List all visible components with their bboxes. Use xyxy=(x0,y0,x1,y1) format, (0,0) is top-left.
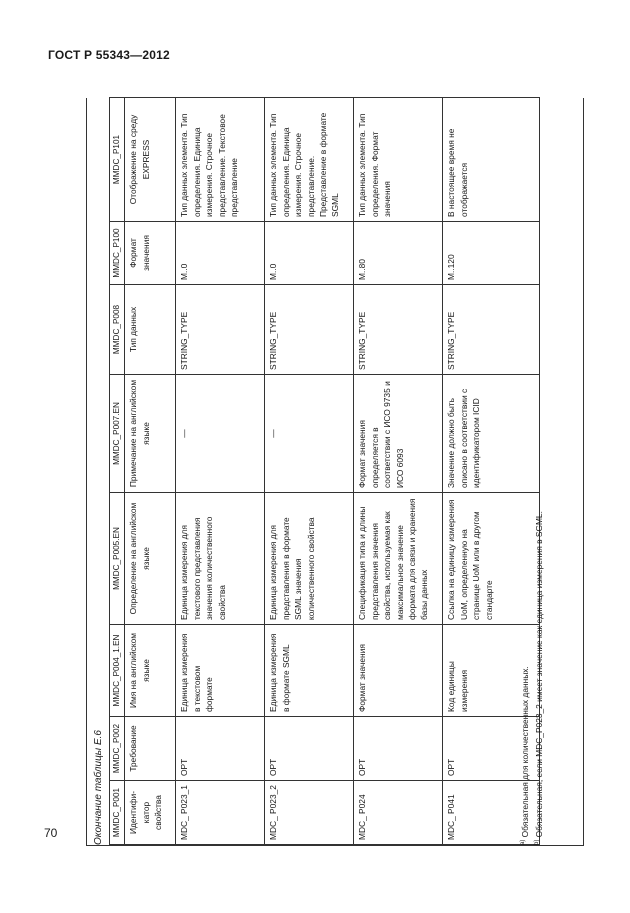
table-cell: Формат значения xyxy=(354,625,443,717)
column-header: Формат значения xyxy=(125,222,176,285)
document-header: ГОСТ Р 55343—2012 xyxy=(48,48,170,62)
rotated-table-area xyxy=(87,98,583,845)
table-cell: M..0 xyxy=(265,222,354,285)
column-header: Требование xyxy=(125,717,176,781)
table-cell: STRING_TYPE xyxy=(354,285,443,375)
column-header: Примечание на английском языке xyxy=(125,375,176,493)
table-cell: Единица измерения для текстового представления значения количественного свойства xyxy=(176,493,265,625)
table-row xyxy=(354,98,443,845)
table-cell: Единица измерения для представления в формате SGML значения количественного свойства xyxy=(265,493,354,625)
code-cell: MMDC_P100 xyxy=(110,222,125,285)
table-cell: В настоящее время не отображается xyxy=(443,98,540,222)
code-cell: MMDC_P002 xyxy=(110,717,125,781)
code-cell: MMDC_P001 xyxy=(110,781,125,845)
page-frame xyxy=(86,98,584,846)
table-cell: M..0 xyxy=(176,222,265,285)
table-cell: STRING_TYPE xyxy=(265,285,354,375)
table-cell: MDC_ P023_2 xyxy=(265,781,354,845)
table-cell: Тип данных элемента. Тип определения. Формат значения xyxy=(354,98,443,222)
column-header: Идентифи-катор свойства xyxy=(125,781,176,845)
table-row xyxy=(176,98,265,845)
table-caption: Окончание таблицы Е.6 xyxy=(93,730,104,845)
footnote-b xyxy=(531,511,545,845)
footnote-text: Обязательная для количественных данных. xyxy=(519,666,530,838)
table-cell: Спецификация типа и длины представления значения свойства, используемая как максимальное значение формата для связи и хранения базы данных xyxy=(354,493,443,625)
column-header: Отображение на среду EXPRESS xyxy=(125,98,176,222)
table-cell: Единица измерения в формате SGML xyxy=(265,625,354,717)
column-header: Тип данных xyxy=(125,285,176,375)
footnote-mark: a) xyxy=(520,839,526,845)
table-row xyxy=(265,98,354,845)
table-cell: M..80 xyxy=(354,222,443,285)
table-cell: Формат значения определяется в соответствии с ИСО 9735 и ИСО 6093 xyxy=(354,375,443,493)
table-cell: Единица измерения в текстовом формате xyxy=(176,625,265,717)
table-cell: — xyxy=(176,375,265,493)
code-row xyxy=(110,98,125,845)
table-cell: STRING_TYPE xyxy=(443,285,540,375)
code-cell: MMDC_P101 xyxy=(110,98,125,222)
code-cell: MMDC_P004_1.EN xyxy=(110,625,125,717)
table-cell: OPT xyxy=(443,717,540,781)
table-cell: — xyxy=(265,375,354,493)
table-cell: OPT xyxy=(354,717,443,781)
table-cell: STRING_TYPE xyxy=(176,285,265,375)
table-cell: Ссылка на единицу измерения UoM, определенную на странице UoM или в другом стандарте xyxy=(443,493,540,625)
header-row xyxy=(125,98,176,845)
footnote-mark: b) xyxy=(533,839,540,845)
table-cell: MDC_ P024 xyxy=(354,781,443,845)
table-cell: MDC_ P023_1 xyxy=(176,781,265,845)
column-header: Имя на английском языке xyxy=(125,625,176,717)
table-cell: MDC_ P041 xyxy=(443,781,540,845)
properties-table xyxy=(109,97,540,845)
table-cell: M..120 xyxy=(443,222,540,285)
table-cell: Тип данных элемента. Тип определения. Единица измерения. Строчное представление. Представление в формате SGML xyxy=(265,98,354,222)
footnotes xyxy=(517,511,545,845)
column-header: Определение на английском языке xyxy=(125,493,176,625)
table-cell: OPT xyxy=(176,717,265,781)
code-cell: MMDC_P008 xyxy=(110,285,125,375)
code-cell: MMDC_P005.EN xyxy=(110,493,125,625)
page-number: 70 xyxy=(44,826,58,840)
code-cell: MMDC_P007.EN xyxy=(110,375,125,493)
table-cell: Тип данных элемента. Тип определения. Единица измерения. Строчное представление. Текстовое представление xyxy=(176,98,265,222)
footnote-text: Обязательная, если MDC_P023_2 имеет значение как единица измерения в SGML. xyxy=(533,511,544,838)
footnote-a xyxy=(517,511,531,845)
table-cell: OPT xyxy=(265,717,354,781)
table-cell: Значение должно быть описано в соответствии с идентификатором ICID xyxy=(443,375,540,493)
table-cell: Код единицы измерения xyxy=(443,625,540,717)
